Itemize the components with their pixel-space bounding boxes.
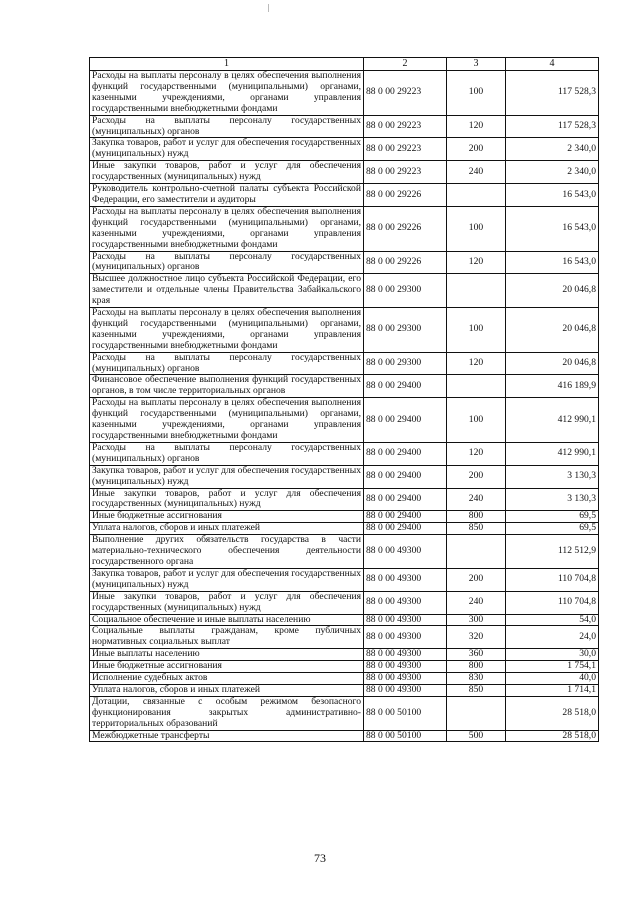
row-csr-cell: 88 0 00 29300 <box>364 308 447 353</box>
row-sum-cell: 1 714,1 <box>506 684 599 696</box>
row-csr-cell: 88 0 00 49300 <box>364 614 447 626</box>
row-csr-cell: 88 0 00 49300 <box>364 673 447 685</box>
page-number: 73 <box>314 851 326 865</box>
row-name-cell: Расходы на выплаты персоналу государственных (муниципальных) органов <box>90 115 364 138</box>
row-sum-cell: 3 130,3 <box>506 465 599 488</box>
row-name-cell: Расходы на выплаты персоналу государственных (муниципальных) органов <box>90 251 364 274</box>
row-name-cell: Межбюджетные трансферты <box>90 730 364 742</box>
table-row <box>90 274 599 308</box>
row-vr-cell: 120 <box>447 251 506 274</box>
row-name-cell: Иные закупки товаров, работ и услуг для обеспечения государственных (муниципальных) нужд <box>90 591 364 614</box>
row-name-cell: Иные закупки товаров, работ и услуг для обеспечения государственных (муниципальных) нужд <box>90 488 364 511</box>
table-row <box>90 398 599 443</box>
row-csr-cell: 88 0 00 49300 <box>364 568 447 591</box>
row-csr-cell: 88 0 00 29400 <box>364 511 447 523</box>
table-row <box>90 488 599 511</box>
row-csr-cell: 88 0 00 29226 <box>364 251 447 274</box>
row-vr-cell: 850 <box>447 523 506 535</box>
row-vr-cell: 200 <box>447 465 506 488</box>
row-name-cell: Расходы на выплаты персоналу в целях обеспечения выполнения функций государственными (муниципальными) органами, казенными учреждениями, органами управления государственными внебюджетными фондами <box>90 308 364 353</box>
header-col-2: 2 <box>364 58 447 71</box>
row-sum-cell: 69,5 <box>506 523 599 535</box>
row-vr-cell: 360 <box>447 649 506 661</box>
row-vr-cell: 240 <box>447 591 506 614</box>
row-name-cell: Социальное обеспечение и иные выплаты населению <box>90 614 364 626</box>
table-row <box>90 442 599 465</box>
row-name-cell: Расходы на выплаты персоналу государственных (муниципальных) органов <box>90 442 364 465</box>
row-sum-cell: 20 046,8 <box>506 352 599 375</box>
row-csr-cell: 88 0 00 29400 <box>364 465 447 488</box>
table-header-row <box>90 58 599 71</box>
row-csr-cell: 88 0 00 29223 <box>364 115 447 138</box>
row-vr-cell: 240 <box>447 161 506 184</box>
row-vr-cell: 100 <box>447 308 506 353</box>
row-sum-cell: 416 189,9 <box>506 375 599 398</box>
table-row <box>90 161 599 184</box>
row-vr-cell <box>447 375 506 398</box>
row-sum-cell: 1 754,1 <box>506 661 599 673</box>
row-name-cell: Исполнение судебных актов <box>90 673 364 685</box>
row-sum-cell: 412 990,1 <box>506 442 599 465</box>
row-sum-cell: 28 518,0 <box>506 730 599 742</box>
table-row <box>90 523 599 535</box>
row-vr-cell: 120 <box>447 115 506 138</box>
row-name-cell: Закупка товаров, работ и услуг для обеспечения государственных (муниципальных) нужд <box>90 465 364 488</box>
table-row <box>90 206 599 251</box>
table-row <box>90 184 599 207</box>
row-vr-cell: 300 <box>447 614 506 626</box>
row-sum-cell: 112 512,9 <box>506 535 599 569</box>
row-csr-cell: 88 0 00 29226 <box>364 184 447 207</box>
table-row <box>90 591 599 614</box>
row-csr-cell: 88 0 00 49300 <box>364 535 447 569</box>
row-name-cell: Иные бюджетные ассигнования <box>90 661 364 673</box>
row-csr-cell: 88 0 00 29400 <box>364 375 447 398</box>
row-csr-cell: 88 0 00 29226 <box>364 206 447 251</box>
row-name-cell: Иные бюджетные ассигнования <box>90 511 364 523</box>
row-name-cell: Закупка товаров, работ и услуг для обеспечения государственных (муниципальных) нужд <box>90 138 364 161</box>
header-col-4: 4 <box>506 58 599 71</box>
table-row <box>90 138 599 161</box>
row-name-cell: Расходы на выплаты персоналу государственных (муниципальных) органов <box>90 352 364 375</box>
row-vr-cell <box>447 184 506 207</box>
row-vr-cell: 100 <box>447 71 506 116</box>
row-sum-cell: 2 340,0 <box>506 138 599 161</box>
row-vr-cell: 200 <box>447 568 506 591</box>
row-vr-cell: 100 <box>447 206 506 251</box>
row-csr-cell: 88 0 00 49300 <box>364 661 447 673</box>
header-col-1: 1 <box>90 58 364 71</box>
table-body <box>90 71 599 742</box>
row-vr-cell: 320 <box>447 626 506 649</box>
row-csr-cell: 88 0 00 49300 <box>364 649 447 661</box>
row-vr-cell: 500 <box>447 730 506 742</box>
row-name-cell: Дотации, связанные с особым режимом безопасного функционирования закрытых административно-территориальных образований <box>90 696 364 730</box>
row-vr-cell: 800 <box>447 511 506 523</box>
row-sum-cell: 16 543,0 <box>506 184 599 207</box>
row-csr-cell: 88 0 00 29400 <box>364 442 447 465</box>
row-sum-cell: 110 704,8 <box>506 568 599 591</box>
row-csr-cell: 88 0 00 49300 <box>364 591 447 614</box>
budget-table <box>89 57 599 742</box>
table-row <box>90 375 599 398</box>
row-name-cell: Социальные выплаты гражданам, кроме публичных нормативных социальных выплат <box>90 626 364 649</box>
row-sum-cell: 117 528,3 <box>506 71 599 116</box>
table-row <box>90 71 599 116</box>
row-vr-cell <box>447 274 506 308</box>
row-sum-cell: 54,0 <box>506 614 599 626</box>
table-row <box>90 730 599 742</box>
row-sum-cell: 412 990,1 <box>506 398 599 443</box>
row-name-cell: Уплата налогов, сборов и иных платежей <box>90 684 364 696</box>
row-csr-cell: 88 0 00 50100 <box>364 730 447 742</box>
row-vr-cell: 200 <box>447 138 506 161</box>
row-vr-cell: 120 <box>447 442 506 465</box>
row-sum-cell: 40,0 <box>506 673 599 685</box>
row-sum-cell: 2 340,0 <box>506 161 599 184</box>
table-row <box>90 696 599 730</box>
table-row <box>90 684 599 696</box>
table-row <box>90 568 599 591</box>
row-name-cell: Высшее должностное лицо субъекта Российской Федерации, его заместители и отдельные члены Правительства Забайкальского края <box>90 274 364 308</box>
table-row <box>90 465 599 488</box>
table-row <box>90 115 599 138</box>
row-csr-cell: 88 0 00 29223 <box>364 161 447 184</box>
row-vr-cell: 120 <box>447 352 506 375</box>
table-row <box>90 251 599 274</box>
row-vr-cell <box>447 535 506 569</box>
row-csr-cell: 88 0 00 49300 <box>364 626 447 649</box>
row-csr-cell: 88 0 00 29400 <box>364 488 447 511</box>
row-name-cell: Уплата налогов, сборов и иных платежей <box>90 523 364 535</box>
row-name-cell: Руководитель контрольно-счетной палаты субъекта Российской Федерации, его заместители и аудиторы <box>90 184 364 207</box>
scan-mark <box>268 4 269 12</box>
row-sum-cell: 20 046,8 <box>506 274 599 308</box>
table-row <box>90 626 599 649</box>
row-csr-cell: 88 0 00 50100 <box>364 696 447 730</box>
row-sum-cell: 110 704,8 <box>506 591 599 614</box>
table-row <box>90 661 599 673</box>
row-name-cell: Иные закупки товаров, работ и услуг для обеспечения государственных (муниципальных) нужд <box>90 161 364 184</box>
row-sum-cell: 20 046,8 <box>506 308 599 353</box>
row-name-cell: Расходы на выплаты персоналу в целях обеспечения выполнения функций государственными (муниципальными) органами, казенными учреждениями, органами управления государственными внебюджетными фондами <box>90 206 364 251</box>
row-vr-cell: 830 <box>447 673 506 685</box>
header-col-3: 3 <box>447 58 506 71</box>
table-row <box>90 308 599 353</box>
row-sum-cell: 28 518,0 <box>506 696 599 730</box>
row-name-cell: Закупка товаров, работ и услуг для обеспечения государственных (муниципальных) нужд <box>90 568 364 591</box>
row-csr-cell: 88 0 00 29300 <box>364 274 447 308</box>
row-csr-cell: 88 0 00 29400 <box>364 523 447 535</box>
row-sum-cell: 16 543,0 <box>506 206 599 251</box>
row-name-cell: Финансовое обеспечение выполнения функций государственных органов, в том числе территориальных органов <box>90 375 364 398</box>
row-csr-cell: 88 0 00 29400 <box>364 398 447 443</box>
row-sum-cell: 16 543,0 <box>506 251 599 274</box>
table-row <box>90 511 599 523</box>
table-row <box>90 352 599 375</box>
row-vr-cell: 800 <box>447 661 506 673</box>
row-vr-cell <box>447 696 506 730</box>
row-name-cell: Выполнение других обязательств государства в части материально-технического обеспечения деятельности государственного органа <box>90 535 364 569</box>
row-csr-cell: 88 0 00 29223 <box>364 71 447 116</box>
row-vr-cell: 100 <box>447 398 506 443</box>
row-sum-cell: 117 528,3 <box>506 115 599 138</box>
row-csr-cell: 88 0 00 29223 <box>364 138 447 161</box>
row-sum-cell: 24,0 <box>506 626 599 649</box>
table-row <box>90 673 599 685</box>
row-sum-cell: 30,0 <box>506 649 599 661</box>
row-csr-cell: 88 0 00 49300 <box>364 684 447 696</box>
row-csr-cell: 88 0 00 29300 <box>364 352 447 375</box>
row-name-cell: Расходы на выплаты персоналу в целях обеспечения выполнения функций государственными (муниципальными) органами, казенными учреждениями, органами управления государственными внебюджетными фондами <box>90 398 364 443</box>
row-name-cell: Расходы на выплаты персоналу в целях обеспечения выполнения функций государственными (муниципальными) органами, казенными учреждениями, органами управления государственными внебюджетными фондами <box>90 71 364 116</box>
table-row <box>90 614 599 626</box>
row-vr-cell: 850 <box>447 684 506 696</box>
row-sum-cell: 69,5 <box>506 511 599 523</box>
row-vr-cell: 240 <box>447 488 506 511</box>
table-row <box>90 535 599 569</box>
table-row <box>90 649 599 661</box>
row-name-cell: Иные выплаты населению <box>90 649 364 661</box>
row-sum-cell: 3 130,3 <box>506 488 599 511</box>
